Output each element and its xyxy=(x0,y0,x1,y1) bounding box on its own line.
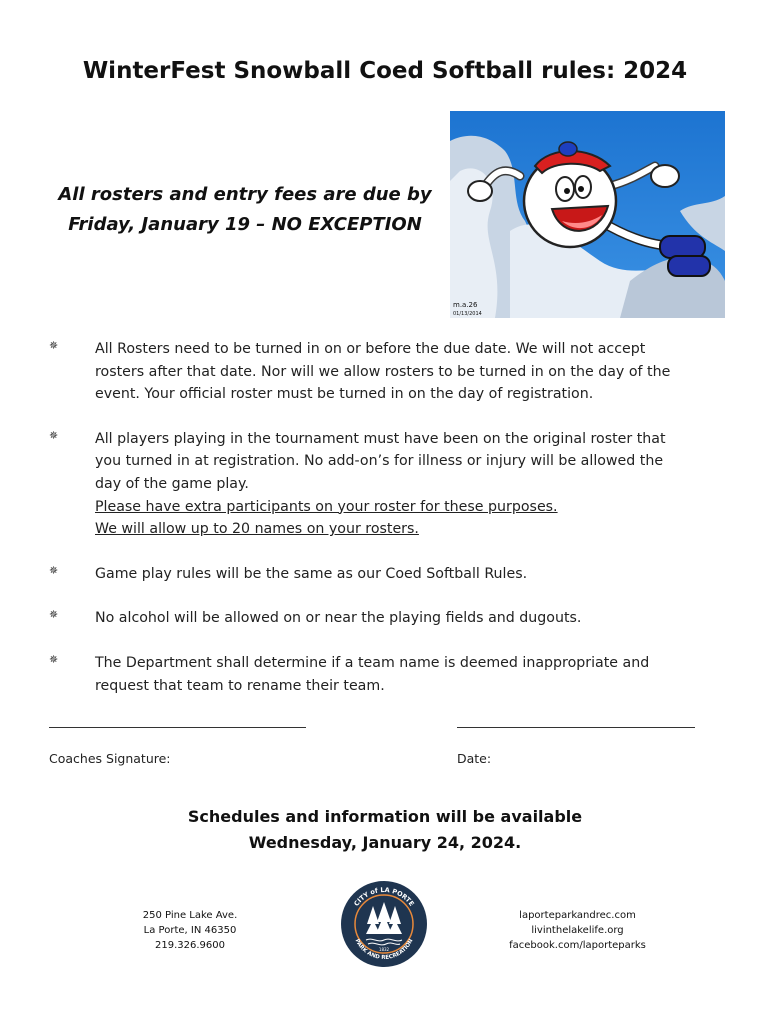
rule-line: The Department shall determine if a team name is deemed inappropriate and xyxy=(95,654,650,671)
schedule-line: Wednesday, January 24, 2024. xyxy=(248,833,522,852)
rule-text xyxy=(95,338,710,406)
address-block xyxy=(120,908,260,953)
rules-list xyxy=(0,338,770,719)
schedule-line: Schedules and information will be available xyxy=(187,807,583,826)
rule-item xyxy=(0,428,770,541)
rule-line: request that team to rename their team. xyxy=(95,677,385,694)
rule-line: All players playing in the tournament must have been on the original roster that xyxy=(95,430,666,447)
phone-number: 219.326.9600 xyxy=(155,940,225,951)
bullet-icon: ✵ xyxy=(49,428,59,442)
rule-line: No alcohol will be allowed on or near the playing fields and dugouts. xyxy=(95,610,582,627)
la-porte-park-logo xyxy=(340,880,428,968)
rule-item xyxy=(0,338,770,406)
rule-line: day of the game play. xyxy=(95,475,249,492)
address-line: 250 Pine Lake Ave. xyxy=(142,910,238,921)
coach-signature-label: Coaches Signature: xyxy=(49,751,171,766)
facebook-link[interactable]: facebook.com/laporteparks xyxy=(509,940,646,951)
rule-line: you turned in at registration. No add-on’s for illness or injury will be allowed the xyxy=(95,453,664,470)
rule-line: event. Your official roster must be turned in on the day of registration. xyxy=(95,386,594,403)
page-title: WinterFest Snowball Coed Softball rules: 2024 xyxy=(82,58,688,84)
coach-signature-line[interactable] xyxy=(49,727,306,728)
bullet-icon: ✵ xyxy=(49,608,59,622)
bullet-icon: ✵ xyxy=(49,652,59,666)
rule-emphasis-line: We will allow up to 20 names on your rosters. xyxy=(95,521,419,538)
logo-bottom-text: PARK AND RECREATION xyxy=(353,938,415,962)
bullet-icon: ✵ xyxy=(49,563,59,577)
logo-top-text: CITY of LA PORTE xyxy=(352,885,416,908)
due-notice-line: All rosters and entry fees are due by xyxy=(58,184,432,205)
date-tag: 01/13/2014 xyxy=(453,311,482,317)
rule-text xyxy=(95,428,710,541)
artist-tag: m.a.26 xyxy=(453,301,478,309)
web-links-block xyxy=(490,908,665,953)
rule-emphasis-line: Please have extra participants on your roster for these purposes. xyxy=(95,498,558,515)
due-notice-line: Friday, January 19 – NO EXCEPTION xyxy=(68,214,422,235)
rule-line: All Rosters need to be turned in on or before the due date. We will not accept xyxy=(95,341,646,357)
rule-line: Game play rules will be the same as our Coed Softball Rules. xyxy=(95,565,528,582)
bullet-icon: ✵ xyxy=(49,339,59,352)
address-line: La Porte, IN 46350 xyxy=(143,925,237,936)
date-label: Date: xyxy=(457,751,492,766)
rule-item xyxy=(0,652,770,697)
snowball-mascot-image xyxy=(450,111,725,318)
date-signature-line[interactable] xyxy=(457,727,695,728)
rule-line: rosters after that date. Nor will we allow rosters to be turned in on the day of the xyxy=(95,363,671,380)
rule-item xyxy=(0,563,770,586)
rule-item xyxy=(0,607,770,630)
schedule-notice xyxy=(0,804,770,856)
website-link[interactable]: laporteparkandrec.com xyxy=(519,910,636,921)
due-notice xyxy=(40,180,450,240)
rule-text xyxy=(95,563,710,586)
rule-text xyxy=(95,607,710,630)
logo-year: 1832 xyxy=(378,947,390,952)
rule-text xyxy=(95,652,710,697)
website-link[interactable]: livinthelakelife.org xyxy=(531,925,624,936)
